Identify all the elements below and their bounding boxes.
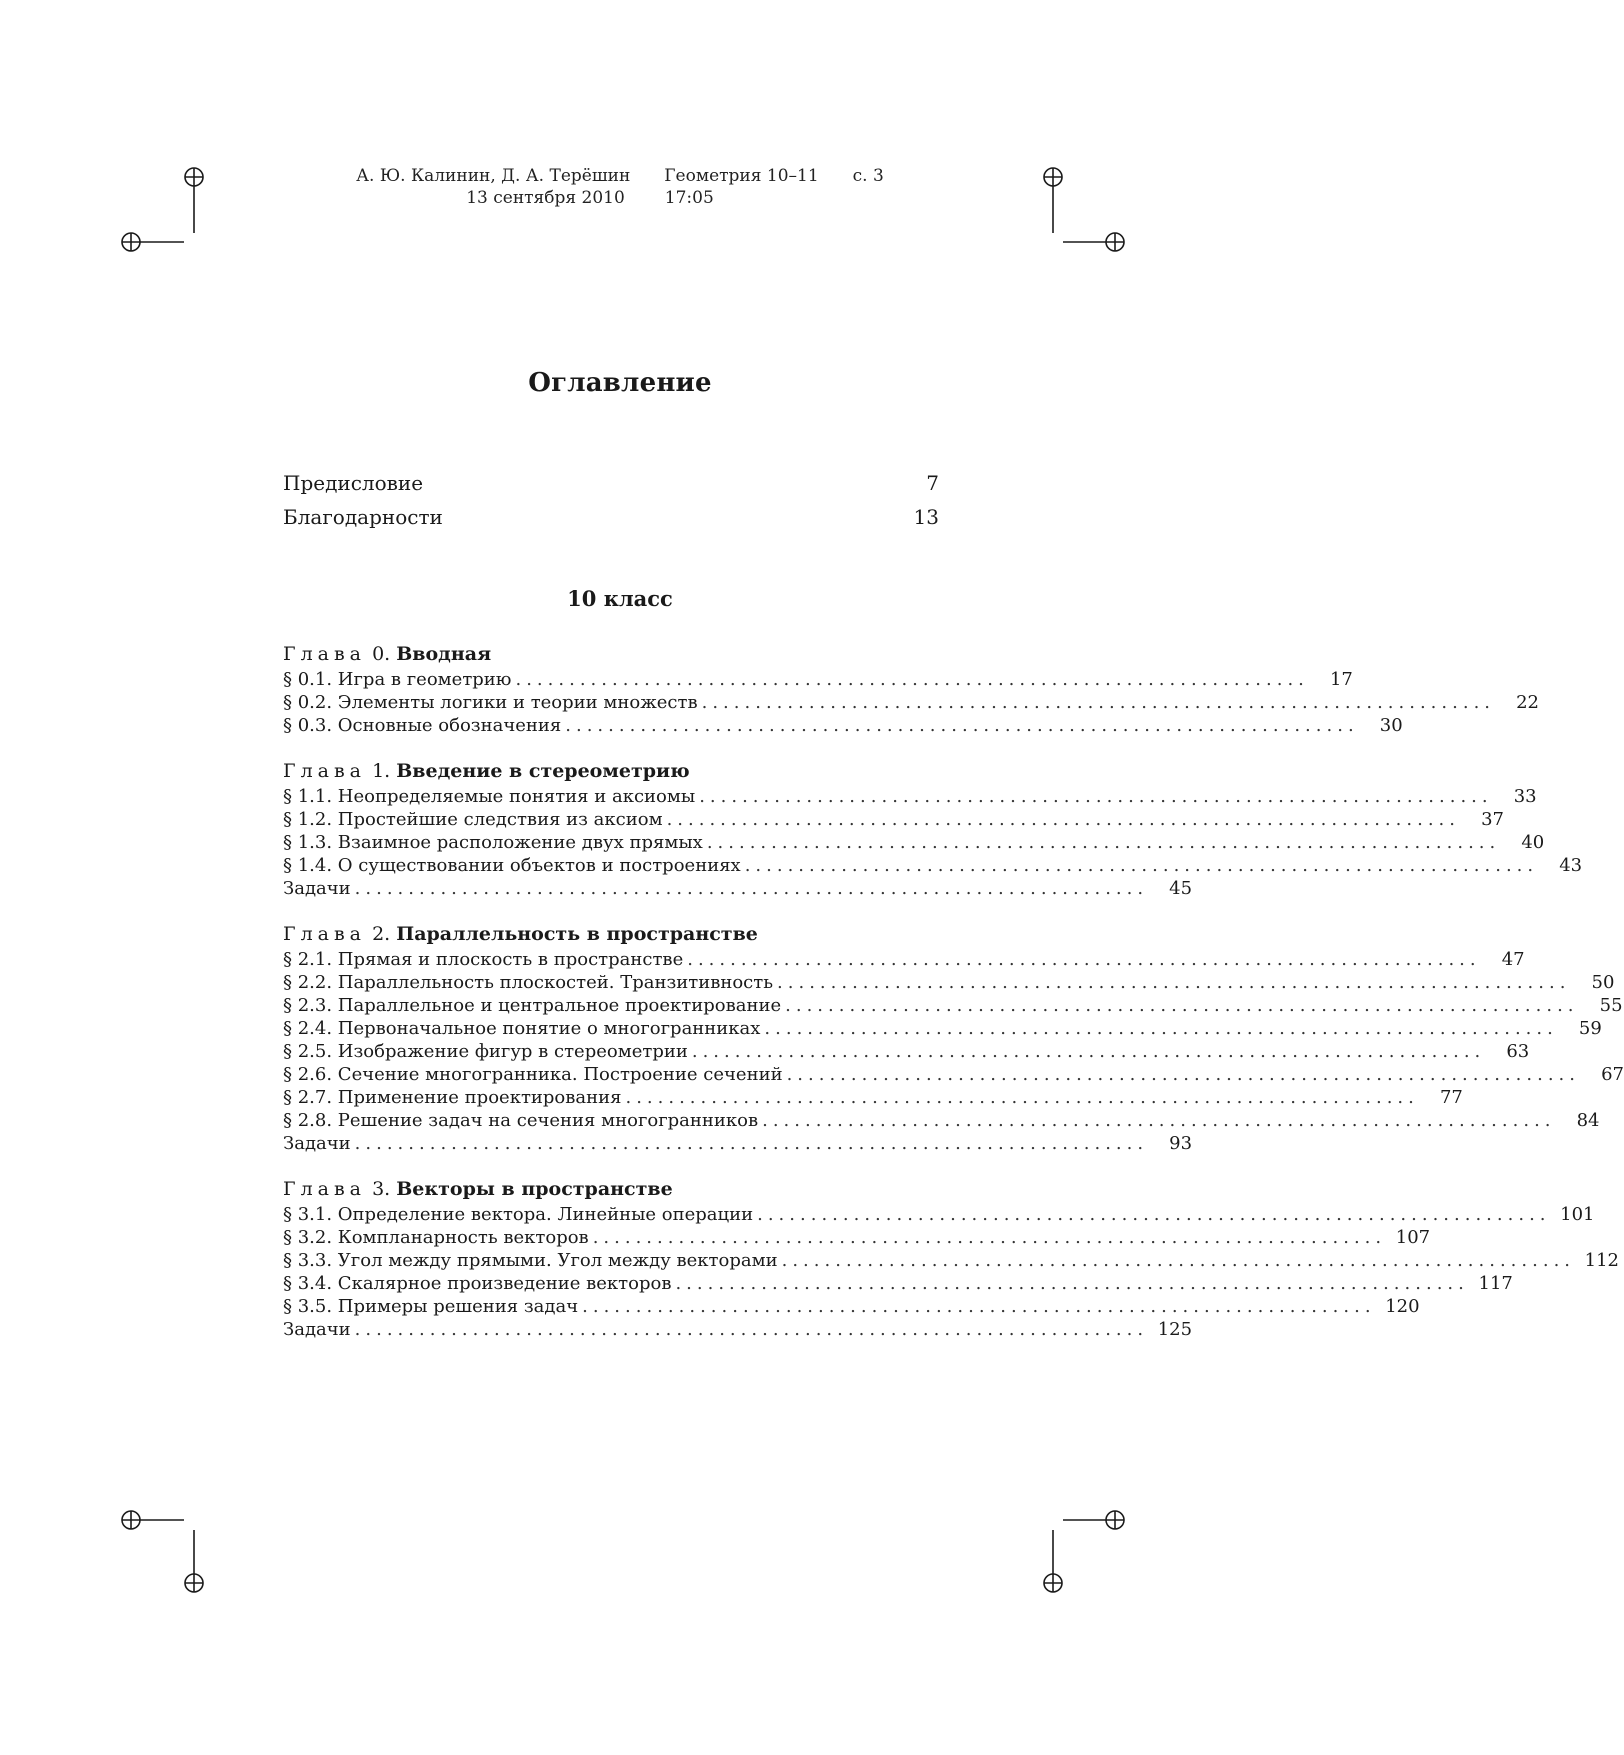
toc-entry-page: 63: [1506, 1041, 1530, 1062]
toc-entry-label: Предисловие: [283, 471, 424, 495]
chapter-name: Вводная: [396, 643, 492, 665]
toc-entry[interactable]: § 2.1. Прямая и плоскость в пространстве .......................................................................... 47: [283, 949, 1525, 970]
toc-entry[interactable]: § 0.3. Основные обозначения .......................................................................... 30: [283, 715, 1403, 736]
chapter-heading[interactable]: [283, 757, 939, 785]
header-authors: А. Ю. Калинин, Д. А. Терёшин: [356, 166, 631, 186]
toc-entry-page: 47: [1501, 949, 1525, 970]
chapter-number: 0.: [372, 643, 391, 665]
chapter-name: Векторы в пространстве: [396, 1178, 673, 1200]
chapter-number: 2.: [372, 923, 391, 945]
chapter-prefix: Глава: [283, 643, 367, 665]
toc-entry[interactable]: § 1.4. О существовании объектов и построениях .......................................................................... 43: [283, 855, 1583, 876]
toc-entry-page: 17: [1329, 669, 1353, 690]
chapter-heading[interactable]: [283, 640, 939, 668]
toc-entry[interactable]: Задачи .......................................................................... 93: [283, 1133, 1193, 1154]
chapter-name: Введение в стереометрию: [396, 760, 690, 782]
toc-entry-label: § 2.5. Изображение фигур в стереометрии: [283, 1041, 688, 1062]
toc-entry-page: 77: [1439, 1087, 1463, 1108]
header-page: с. 3: [852, 166, 884, 186]
toc-entry-acknowledgements[interactable]: [283, 500, 939, 534]
toc-entry-label: § 2.8. Решение задач на сечения многогранников: [283, 1110, 759, 1131]
chapter-number: 1.: [372, 760, 391, 782]
toc-entry-page: 107: [1395, 1227, 1431, 1248]
toc-entry-page: 30: [1379, 715, 1403, 736]
chapter-0: [283, 640, 1540, 737]
toc-entry[interactable]: § 2.4. Первоначальное понятие о многогранниках .......................................................................... 59: [283, 1018, 1602, 1039]
toc-entry-page: 120: [1385, 1296, 1420, 1317]
toc-entry-page: 84: [1576, 1110, 1600, 1131]
toc-entry[interactable]: § 2.8. Решение задач на сечения многогранников .......................................................................... 84: [283, 1110, 1600, 1131]
chapter-prefix: Глава: [283, 923, 367, 945]
toc-entry[interactable]: § 2.5. Изображение фигур в стереометрии .......................................................................... 63: [283, 1041, 1530, 1062]
toc-entry-label: § 3.3. Угол между прямыми. Угол между векторами: [283, 1250, 778, 1271]
toc-entry-page: 55: [1599, 995, 1623, 1016]
chapter-2: [283, 920, 1624, 1155]
toc-entry-label: § 2.4. Первоначальное понятие о многогранниках: [283, 1018, 761, 1039]
chapter-number: 3.: [372, 1178, 391, 1200]
toc-entry-label: Задачи: [283, 1319, 351, 1340]
toc-entry-page: 117: [1478, 1273, 1513, 1294]
chapters-list: [283, 640, 1624, 1361]
page-title: Оглавление: [528, 368, 712, 398]
toc-entry-page: 93: [1169, 1133, 1193, 1154]
toc-entry[interactable]: § 3.3. Угол между прямыми. Угол между векторами .......................................................................... 112: [283, 1250, 1620, 1271]
toc-entry-label: § 2.3. Параллельное и центральное проектирование: [283, 995, 782, 1016]
toc-entry-label: § 3.5. Примеры решения задач: [283, 1296, 579, 1317]
chapter-3: [283, 1175, 1620, 1341]
header-book: Геометрия 10–11: [664, 166, 819, 186]
toc-entry[interactable]: § 2.2. Параллельность плоскостей. Транзитивность .......................................................................... 50: [283, 972, 1615, 993]
header-date: 13 сентября 2010: [466, 188, 625, 208]
toc-entry-page: 33: [1513, 786, 1537, 807]
chapter-1: [283, 757, 1583, 900]
grade-heading: 10 класс: [567, 586, 673, 611]
toc-entry-label: § 3.1. Определение вектора. Линейные операции: [283, 1204, 754, 1225]
toc-entry-label: § 1.3. Взаимное расположение двух прямых: [283, 832, 703, 853]
toc-entry[interactable]: § 3.4. Скалярное произведение векторов .......................................................................... 117: [283, 1273, 1513, 1294]
toc-entry[interactable]: § 1.1. Неопределяемые понятия и аксиомы .......................................................................... 33: [283, 786, 1537, 807]
toc-entry-label: Задачи: [283, 1133, 351, 1154]
toc-entry-label: § 0.3. Основные обозначения: [283, 715, 562, 736]
toc-entry-page: 112: [1584, 1250, 1620, 1271]
toc-entry-page: 22: [1516, 692, 1540, 713]
toc-entry-label: § 2.2. Параллельность плоскостей. Транзитивность: [283, 972, 774, 993]
toc-entry-label: § 1.4. О существовании объектов и построениях: [283, 855, 741, 876]
toc-entry[interactable]: § 1.3. Взаимное расположение двух прямых .......................................................................... 40: [283, 832, 1545, 853]
toc-entry-page: 45: [1169, 878, 1193, 899]
front-matter-list: [283, 466, 939, 534]
toc-entry-page: 67: [1601, 1064, 1624, 1085]
toc-entry-page: 59: [1578, 1018, 1602, 1039]
toc-entry-page: 7: [926, 471, 939, 495]
toc-entry-page: 101: [1560, 1204, 1595, 1225]
toc-entry[interactable]: § 2.7. Применение проектирования .......................................................................... 77: [283, 1087, 1463, 1108]
chapter-heading[interactable]: [283, 920, 939, 948]
toc-entry[interactable]: § 0.2. Элементы логики и теории множеств .......................................................................... 22: [283, 692, 1540, 713]
toc-entry-page: 43: [1559, 855, 1583, 876]
toc-entry-label: § 2.7. Применение проектирования: [283, 1087, 622, 1108]
toc-entry-page: 40: [1521, 832, 1545, 853]
toc-entry-label: Задачи: [283, 878, 351, 899]
toc-entry-label: § 0.1. Игра в геометрию: [283, 669, 512, 690]
toc-entry[interactable]: § 3.5. Примеры решения задач .......................................................................... 120: [283, 1296, 1420, 1317]
toc-entry[interactable]: § 2.3. Параллельное и центральное проектирование .......................................................................... 55: [283, 995, 1623, 1016]
toc-entry-label: § 2.6. Сечение многогранника. Построение сечений: [283, 1064, 783, 1085]
toc-entry-page: 13: [913, 505, 939, 529]
toc-entry[interactable]: § 2.6. Сечение многогранника. Построение сечений .......................................................................... 67: [283, 1064, 1624, 1085]
toc-entry[interactable]: Задачи .......................................................................... 45: [283, 878, 1193, 899]
chapter-prefix: Глава: [283, 760, 367, 782]
toc-entry-label: Благодарности: [283, 505, 443, 529]
toc-entry[interactable]: § 0.1. Игра в геометрию .......................................................................... 17: [283, 669, 1353, 690]
toc-entry[interactable]: § 3.1. Определение вектора. Линейные операции .......................................................................... 101: [283, 1204, 1595, 1225]
toc-entry[interactable]: § 1.2. Простейшие следствия из аксиом .......................................................................... 37: [283, 809, 1504, 830]
chapter-prefix: Глава: [283, 1178, 367, 1200]
toc-entry-label: § 0.2. Элементы логики и теории множеств: [283, 692, 698, 713]
toc-entry-label: § 2.1. Прямая и плоскость в пространстве: [283, 949, 684, 970]
chapter-heading[interactable]: [283, 1175, 939, 1203]
toc-entry-label: § 1.1. Неопределяемые понятия и аксиомы: [283, 786, 696, 807]
toc-entry-label: § 3.2. Компланарность векторов: [283, 1227, 589, 1248]
toc-entry[interactable]: Задачи .......................................................................... 125: [283, 1319, 1193, 1340]
toc-entry-page: 50: [1591, 972, 1615, 993]
toc-entry-page: 125: [1157, 1319, 1193, 1340]
toc-entry-label: § 3.4. Скалярное произведение векторов: [283, 1273, 672, 1294]
toc-entry-label: § 1.2. Простейшие следствия из аксиом: [283, 809, 663, 830]
chapter-name: Параллельность в пространстве: [396, 923, 758, 945]
toc-entry-page: 37: [1481, 809, 1504, 830]
header-time: 17:05: [664, 188, 714, 208]
running-header: [0, 165, 1240, 209]
toc-entry[interactable]: § 3.2. Компланарность векторов .......................................................................... 107: [283, 1227, 1431, 1248]
toc-entry-preface[interactable]: [283, 466, 939, 500]
